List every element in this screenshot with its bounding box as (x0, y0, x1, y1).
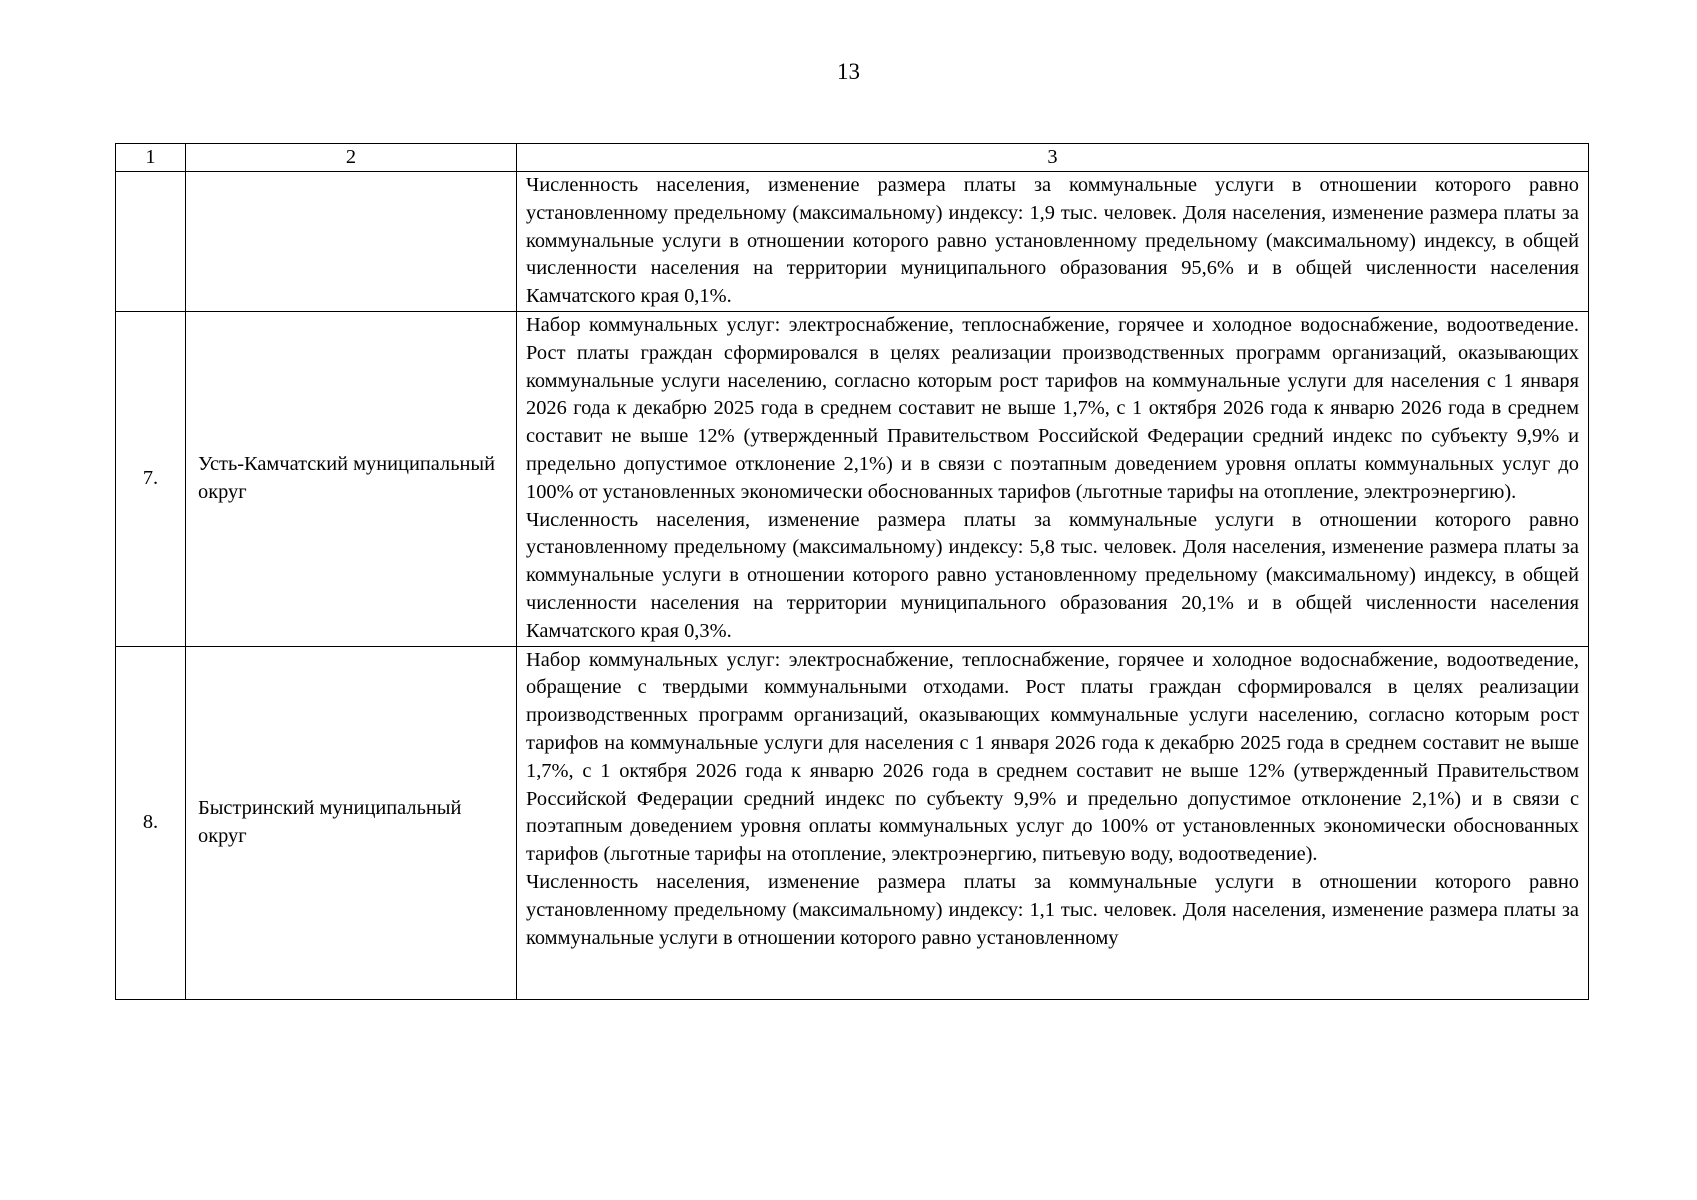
description-clip (526, 647, 1579, 999)
description-paragraph: Численность населения, изменение размера платы за коммунальные услуги в отношении которого равно установленному предельному (максимальному) индексу: 1,9 тыс. человек. Доля населения, изменение размера платы за коммунальные услуги в отношении которого равно установленному предельному (максимальному) индексу, в общей численности населения на территории муниципального образования 95,6% и в общей численности населения Камчатского края 0,1%. (526, 174, 1579, 308)
description-paragraph: Численность населения, изменение размера платы за коммунальные услуги в отношении которого равно установленному предельному (максимальному) индексу: 1,1 тыс. человек. Доля населения, изменение размера платы за коммунальные услуги в отношении которого равно установленному (526, 870, 1579, 949)
description-paragraph: Набор коммунальных услуг: электроснабжение, теплоснабжение, горячее и холодное водоснабжение, водоотведение, обращение с твердыми коммунальными отходами. Рост платы граждан сформировался в целях реализации производственных программ организаций, оказывающих коммунальные услуги населению, согласно которым рост тарифов на коммунальные услуги для населения с 1 января 2026 года к декабрю 2025 года в среднем составит не выше 1,7%, с 1 октября 2026 года к январю 2026 года в среднем составит не выше 12% (утвержденный Правительством Российской Федерации средний индекс по субъекту 9,9% и предельно допустимое отклонение 2,1%) и в связи с поэтапным доведением уровня оплаты коммунальных услуг до 100% от установленных экономически обоснованных тарифов (льготные тарифы на отопление, электроэнергию, питьевую воду, водоотведение). (526, 648, 1579, 866)
municipality-name: Усть-Камчатский муниципальный округ (186, 311, 517, 646)
page-number: 13 (837, 59, 860, 84)
column-header: 1 (116, 144, 186, 172)
description-cell (517, 311, 1589, 646)
column-header: 2 (186, 144, 517, 172)
column-header: 3 (517, 144, 1589, 172)
description-cell (517, 646, 1589, 999)
municipality-name: Быстринский муниципальный округ (186, 646, 517, 999)
row-number: 8. (116, 646, 186, 999)
description-cell (517, 172, 1589, 312)
row-number (116, 172, 186, 312)
description-paragraph: Численность населения, изменение размера платы за коммунальные услуги в отношении которого равно установленному предельному (максимальному) индексу: 5,8 тыс. человек. Доля населения, изменение размера платы за коммунальные услуги в отношении которого равно установленному предельному (максимальному) индексу, в общей численности населения на территории муниципального образования 20,1% и в общей численности населения Камчатского края 0,3%. (526, 508, 1579, 642)
description-paragraph: Набор коммунальных услуг: электроснабжение, теплоснабжение, горячее и холодное водоснабжение, водоотведение. Рост платы граждан сформировался в целях реализации производственных программ организаций, оказывающих коммунальные услуги населению, согласно которым рост тарифов на коммунальные услуги для населения с 1 января 2026 года к декабрю 2025 года в среднем составит не выше 1,7%, с 1 октября 2026 года к январю 2026 года в среднем составит не выше 12% (утвержденный Правительством Российской Федерации средний индекс по субъекту 9,9% и предельно допустимое отклонение 2,1%) и в связи с поэтапным доведением уровня оплаты коммунальных услуг до 100% от установленных экономически обоснованных тарифов (льготные тарифы на отопление, электроэнергию). (526, 313, 1579, 503)
table-row (116, 311, 1589, 646)
table-row (116, 646, 1589, 999)
municipality-name (186, 172, 517, 312)
table-header-row (116, 144, 1589, 172)
row-number: 7. (116, 311, 186, 646)
data-table (115, 143, 1589, 1000)
table-row (116, 172, 1589, 312)
